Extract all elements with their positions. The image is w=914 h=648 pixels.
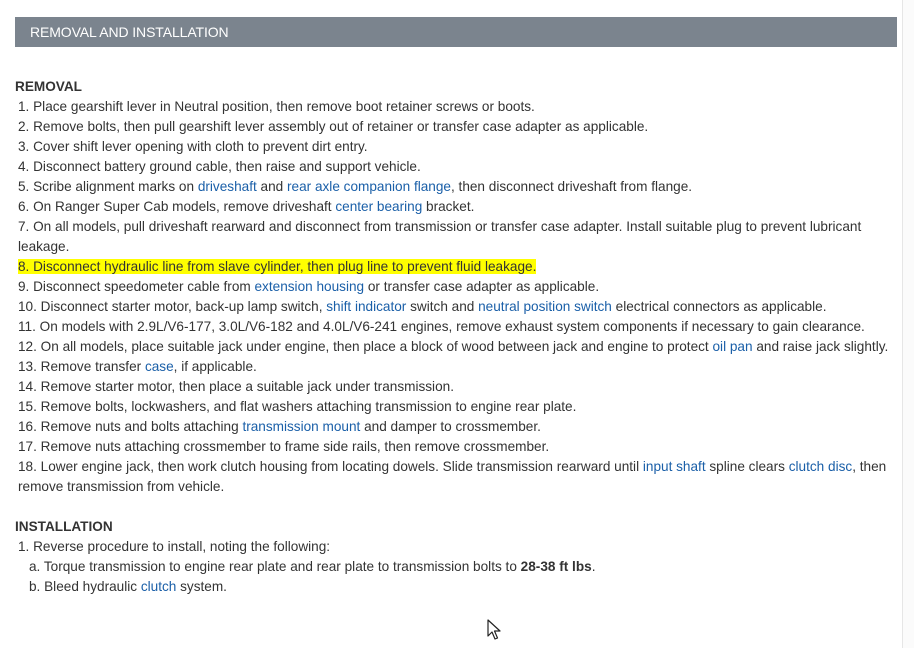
step-text: or transfer case adapter as applicable. <box>364 279 600 294</box>
step-text: 17. Remove nuts attaching crossmember to frame side rails, then remove crossmember. <box>18 439 550 454</box>
step-text: 6. On Ranger Super Cab models, remove driveshaft <box>18 199 336 214</box>
reference-link[interactable]: center bearing <box>335 199 423 214</box>
removal-step <box>15 117 897 137</box>
step-text: 16. Remove nuts and bolts attaching <box>18 419 243 434</box>
section-header-title: REMOVAL AND INSTALLATION <box>30 24 229 40</box>
reference-link[interactable]: shift indicator <box>326 299 407 314</box>
step-text: switch and <box>406 299 479 314</box>
removal-heading: REMOVAL <box>15 79 82 94</box>
reference-link[interactable]: input shaft <box>642 459 706 474</box>
step-text: . <box>591 559 596 574</box>
step-text: 5. Scribe alignment marks on <box>18 179 198 194</box>
removal-step <box>15 297 897 317</box>
step-text: bracket. <box>422 199 475 214</box>
reference-link[interactable]: oil pan <box>712 339 753 354</box>
reference-link[interactable]: extension housing <box>254 279 365 294</box>
step-text: a. Torque transmission to engine rear plate and rear plate to transmission bolts to <box>29 559 521 574</box>
vertical-scrollbar[interactable] <box>902 0 914 648</box>
torque-value: 28-38 ft lbs <box>520 559 592 574</box>
removal-step <box>15 137 897 157</box>
step-text: and <box>256 179 287 194</box>
installation-steps-list <box>15 537 897 597</box>
step-text: electrical connectors as applicable. <box>611 299 827 314</box>
step-text: 13. Remove transfer <box>18 359 145 374</box>
step-text: spline clears <box>705 459 789 474</box>
step-text: 1. Place gearshift lever in Neutral position, then remove boot retainer screws or boots. <box>18 99 535 114</box>
removal-step <box>15 357 897 377</box>
reference-link[interactable]: case <box>144 359 174 374</box>
reference-link[interactable]: neutral position switch <box>478 299 612 314</box>
removal-step <box>15 417 897 437</box>
step-text: 2. Remove bolts, then pull gearshift lever assembly out of retainer or transfer case adapter as applicable. <box>18 119 649 134</box>
step-text: 1. Reverse procedure to install, noting the following: <box>18 539 331 554</box>
removal-step <box>15 437 897 457</box>
step-text: 14. Remove starter motor, then place a suitable jack under transmission. <box>18 379 454 394</box>
reference-link[interactable]: clutch <box>140 579 177 594</box>
mouse-pointer-icon <box>487 619 501 641</box>
step-text: , if applicable. <box>173 359 257 374</box>
reference-link[interactable]: transmission mount <box>242 419 361 434</box>
removal-step <box>15 157 897 177</box>
removal-step <box>15 397 897 417</box>
installation-step <box>15 537 897 557</box>
removal-step <box>15 377 897 397</box>
highlighted-text: 8. Disconnect hydraulic line from slave cylinder, then plug line to prevent fluid leakage. <box>18 259 537 274</box>
step-text: , then disconnect driveshaft from flange. <box>450 179 693 194</box>
removal-step <box>15 217 897 257</box>
step-text: and damper to crossmember. <box>360 419 541 434</box>
removal-step <box>15 337 897 357</box>
removal-step <box>15 277 897 297</box>
removal-step <box>15 257 897 277</box>
step-text: 9. Disconnect speedometer cable from <box>18 279 255 294</box>
removal-step <box>15 97 897 117</box>
installation-substep <box>15 557 897 577</box>
step-text: b. Bleed hydraulic <box>29 579 141 594</box>
step-text: 4. Disconnect battery ground cable, then raise and support vehicle. <box>18 159 421 174</box>
step-text: 3. Cover shift lever opening with cloth to prevent dirt entry. <box>18 139 368 154</box>
removal-step <box>15 177 897 197</box>
section-header <box>15 17 897 47</box>
installation-heading: INSTALLATION <box>15 519 113 534</box>
step-text: system. <box>176 579 227 594</box>
reference-link[interactable]: driveshaft <box>197 179 257 194</box>
removal-step <box>15 197 897 217</box>
step-text: 7. On all models, pull driveshaft rearward and disconnect from transmission or transfer case adapter. Install suitable plug to prevent lubricant leakage. <box>18 219 862 254</box>
step-text: 10. Disconnect starter motor, back-up lamp switch, <box>18 299 327 314</box>
document-body <box>15 77 897 597</box>
removal-step <box>15 457 897 497</box>
reference-link[interactable]: rear axle companion flange <box>287 179 451 194</box>
section-spacer <box>15 497 897 517</box>
step-text: 18. Lower engine jack, then work clutch housing from locating dowels. Slide transmission rearward until <box>18 459 643 474</box>
step-text: 11. On models with 2.9L/V6-177, 3.0L/V6-182 and 4.0L/V6-241 engines, remove exhaust system components if necessary to gain clearance. <box>18 319 865 334</box>
step-text: and raise jack slightly. <box>752 339 889 354</box>
installation-substep <box>15 577 897 597</box>
removal-steps-list <box>15 97 897 497</box>
step-text: 12. On all models, place suitable jack under engine, then place a block of wood between jack and engine to protect <box>18 339 713 354</box>
step-text: 15. Remove bolts, lockwashers, and flat washers attaching transmission to engine rear plate. <box>18 399 577 414</box>
removal-step <box>15 317 897 337</box>
reference-link[interactable]: clutch disc <box>788 459 853 474</box>
step-text: , then remove transmission from vehicle. <box>18 459 887 494</box>
